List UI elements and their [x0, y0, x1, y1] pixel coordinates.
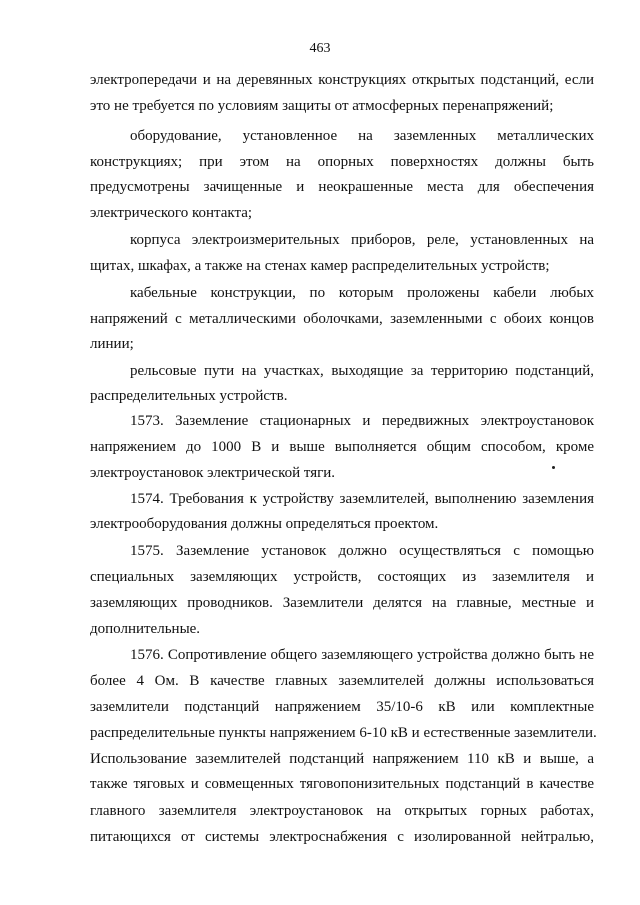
text-line: 1575. Заземление установок должно осуществляться с помощью — [130, 543, 594, 559]
text-line: заземлители подстанций напряжением 35/10-6 кВ или комплектные — [90, 699, 594, 715]
text-line: напряжением до 1000 В и выше выполняется общим способом, кроме — [90, 439, 594, 455]
text-line: более 4 Ом. В качестве главных заземлителей должны использоваться — [90, 673, 594, 689]
text-line: электрического контакта; — [90, 205, 253, 221]
text-line: главного заземлителя электроустановок на открытых горных работах, — [90, 803, 594, 819]
scan-speck — [552, 466, 555, 469]
text-line: питающихся от системы электроснабжения с изолированной нейтралью, — [90, 829, 594, 845]
text-line: заземляющих проводников. Заземлители делятся на главные, местные и — [90, 595, 594, 611]
text-line: также тяговых и совмещенных тяговопонизительных подстанций в качестве — [90, 776, 594, 792]
text-line: дополнительные. — [90, 621, 201, 637]
text-line: Использование заземлителей подстанций напряжением 110 кВ и выше, а — [90, 751, 594, 767]
text-line: рельсовые пути на участках, выходящие за территорию подстанций, — [130, 363, 594, 379]
text-line: напряжений с металлическими оболочками, заземленными с обоих концов — [90, 311, 594, 327]
text-line: линии; — [90, 336, 134, 352]
text-line: электрооборудования должны определяться проектом. — [90, 516, 439, 532]
text-line: корпуса электроизмерительных приборов, реле, установленных на — [130, 232, 594, 248]
text-line: предусмотрены зачищенные и неокрашенные места для обеспечения — [90, 179, 594, 195]
page-number: 463 — [309, 41, 331, 56]
text-line: распределительные пункты напряжением 6-10 кВ и естественные заземлители. — [90, 725, 597, 741]
text-line: конструкциях; при этом на опорных поверхностях должны быть — [90, 154, 594, 170]
text-line: электроустановок электрической тяги. — [90, 465, 336, 481]
text-line: кабельные конструкции, по которым проложены кабели любых — [130, 285, 594, 301]
text-line: это не требуется по условиям защиты от атмосферных перенапряжений; — [90, 98, 554, 114]
text-line: оборудование, установленное на заземленных металлических — [130, 128, 594, 144]
text-line: электропередачи и на деревянных конструкциях открытых подстанций, если — [90, 72, 594, 88]
text-line: 1576. Сопротивление общего заземляющего устройства должно быть не — [130, 647, 594, 663]
text-line: специальных заземляющих устройств, состоящих из заземлителя и — [90, 569, 594, 585]
text-line: щитах, шкафах, а также на стенах камер распределительных устройств; — [90, 258, 550, 274]
text-line: 1574. Требования к устройству заземлителей, выполнению заземления — [130, 491, 594, 507]
text-line: 1573. Заземление стационарных и передвижных электроустановок — [130, 413, 594, 429]
text-line: распределительных устройств. — [90, 388, 288, 404]
